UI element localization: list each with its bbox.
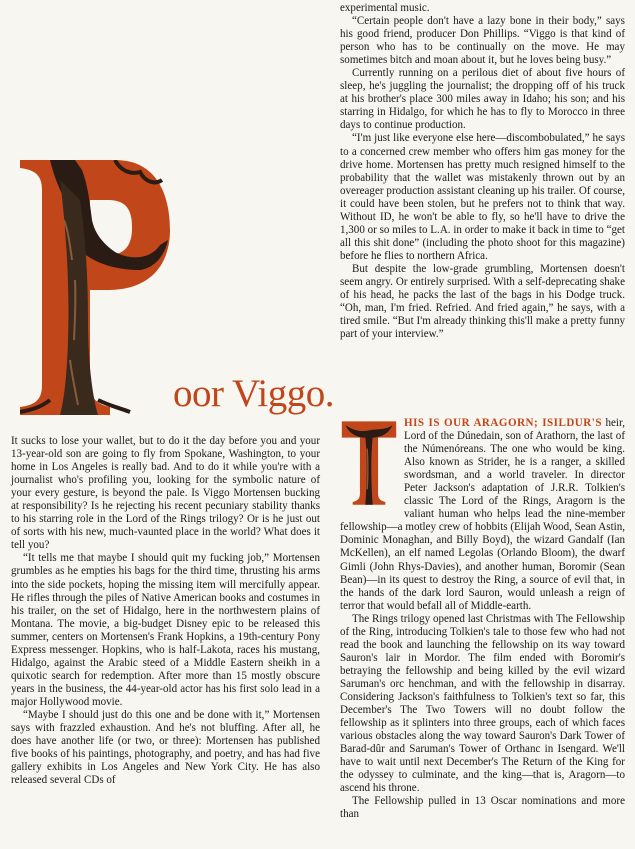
right-column-lower xyxy=(340,417,625,821)
tree-letter-t-icon xyxy=(340,417,398,509)
paragraph: “I'm just like everyone else here—discombobulated,” he says to a concerned crew member who offers him gas money for the drive home. Mortensen has pretty much resigned himself to the probability that the wallet was mistakenly thrown out by an overeager production assistant cleaning up his trailer. Of course, it could have been stolen, but he prefers not to think that way. Without ID, he won't be able to fly, so he'll have to drive the 1,300 or so miles to L.A. in order to make it back in time to “get all this shit done” (including the photo shoot for this magazine) before he flies to northern Africa. xyxy=(340,132,625,262)
lead-in-text: HIS IS OUR ARAGORN; ISILDUR'S xyxy=(404,417,602,429)
paragraph: Currently running on a perilous diet of about five hours of sleep, he's juggling the journalist; the dropping off of his truck at his brother's place 300 miles away in Idaho; his son; and his starring in Hidalgo, for which he has to fly to Morocco in three days to continue production. xyxy=(340,67,625,132)
drop-cap-p-illustration xyxy=(20,160,170,415)
drop-cap-t-illustration xyxy=(340,417,404,509)
paragraph: “Certain people don't have a lazy bone in their body,” says his good friend, producer Don Phillips. “Viggo is that kind of person who has to be continually on the move. He may sometimes bitch and moan about it, but he loves being busy.” xyxy=(340,15,625,67)
paragraph: But despite the low-grade grumbling, Mortensen doesn't seem angry. Or entirely surprised. With a self-deprecating shake of his head, he packs the last of the bags in his Dodge truck. “Oh, man, I'm fried. Refried. And fried again,” he says, with a tired smile. “But I'm already thinking this'll make a pretty funny part of your interview.” xyxy=(340,262,625,341)
paragraph: “Maybe I should just do this one and be done with it,” Mortensen says with frazzled exhaustion. And he's not bluffing. After all, he does have another life (or two, or three): Mortensen has published five books of his paintings, photography, and poetry, and has had five gallery exhibits in Los Angeles and New York City. He has also released several CDs of xyxy=(11,708,320,787)
paragraph-text: heir, Lord of the Dúnedain, son of Arathorn, the last of the Númenóreans. The one who would be king. Also known as Strider, he is a ranger, a skilled swordsman, and a world traveler. In director Peter Jackson's adaptation of J.R.R. Tolkien's classic The Lord of the Rings, Aragorn is the valiant human who helps lead the nine-member fellowship—a motley crew of hobbits (Elijah Wood, Sean Astin, Dominic Monaghan, and Billy Boyd), the wizard Gandalf (Ian McKellen), an elf named Legolas (Orlando Bloom), the dwarf Gimli (John Rhys-Davies), and another human, Boromir (Sean Bean)—in its quest to destroy the Ring, a source of evil that, in the hands of the dark lord Sauron, would unleash a reign of terror that would befall all of Middle-earth. xyxy=(340,417,625,612)
paragraph: The Rings trilogy opened last Christmas with The Fellowship of the Ring, introducing Tolkien's tale to those few who had not read the book and launching the fellowship on its way toward Sauron's lair in Mordor. The film ended with Boromir's betraying the fellowship and being killed by the evil wizard Saruman's orc henchman, and with the fellowship in disarray. Considering Jackson's faithfulness to Tolkien's text so far, this December's The Two Towers will no doubt follow the fellowship as it splinters into three groups, each of which faces various obstacles along the way toward Sauron's Dark Tower of Barad-dûr and Saruman's Tower of Orthanc in Isengard. We'll have to wait until next December's The Return of the King for the odyssey to culminate, and the king—that is, Aragorn—to ascend his throne. xyxy=(340,612,625,795)
tree-letter-p-icon xyxy=(20,160,170,415)
article-headline: oor Viggo. xyxy=(173,372,334,415)
paragraph: It sucks to lose your wallet, but to do it the day before you and your 13-year-old son are going to fly from Spokane, Washington, to your home in Los Angeles is really bad. And to do it while you're with a journalist who's profiling you, looking for the symbolic nature of your every gesture, is beyond the pale. Is Viggo Mortensen bucking at responsibility? Is he rejecting his recent pecuniary stability thanks to his starring role in the Lord of the Rings trilogy? Or is he just out of sorts with his new, much-vaunted place in the world? What does it tell you? xyxy=(11,435,320,552)
right-column-top xyxy=(340,2,625,341)
left-column xyxy=(11,435,320,787)
paragraph: The Fellowship pulled in 13 Oscar nominations and more than xyxy=(340,795,625,821)
paragraph: “It tells me that maybe I should quit my fucking job,” Mortensen grumbles as he empties his bags for the third time, thrusting his arms into the side pockets, hoping the missing item will mercifully appear. He rifles through the piles of Native American books and costumes in his trailer, on the set of Hidalgo, here in the northwestern plains of Montana. The movie, a big-budget Disney epic to be released this summer, centers on Mortensen's Frank Hopkins, a 19th-century Pony Express messenger. Hopkins, who is half-Lakota, races his mustang, Hidalgo, against the Arabic steed of a Middle Eastern sheikh in a quixotic search for redemption. After more than 15 mostly obscure years in the business, the 44-year-old actor has his first solo lead in a major Hollywood movie. xyxy=(11,552,320,708)
paragraph: experimental music. xyxy=(340,2,430,14)
